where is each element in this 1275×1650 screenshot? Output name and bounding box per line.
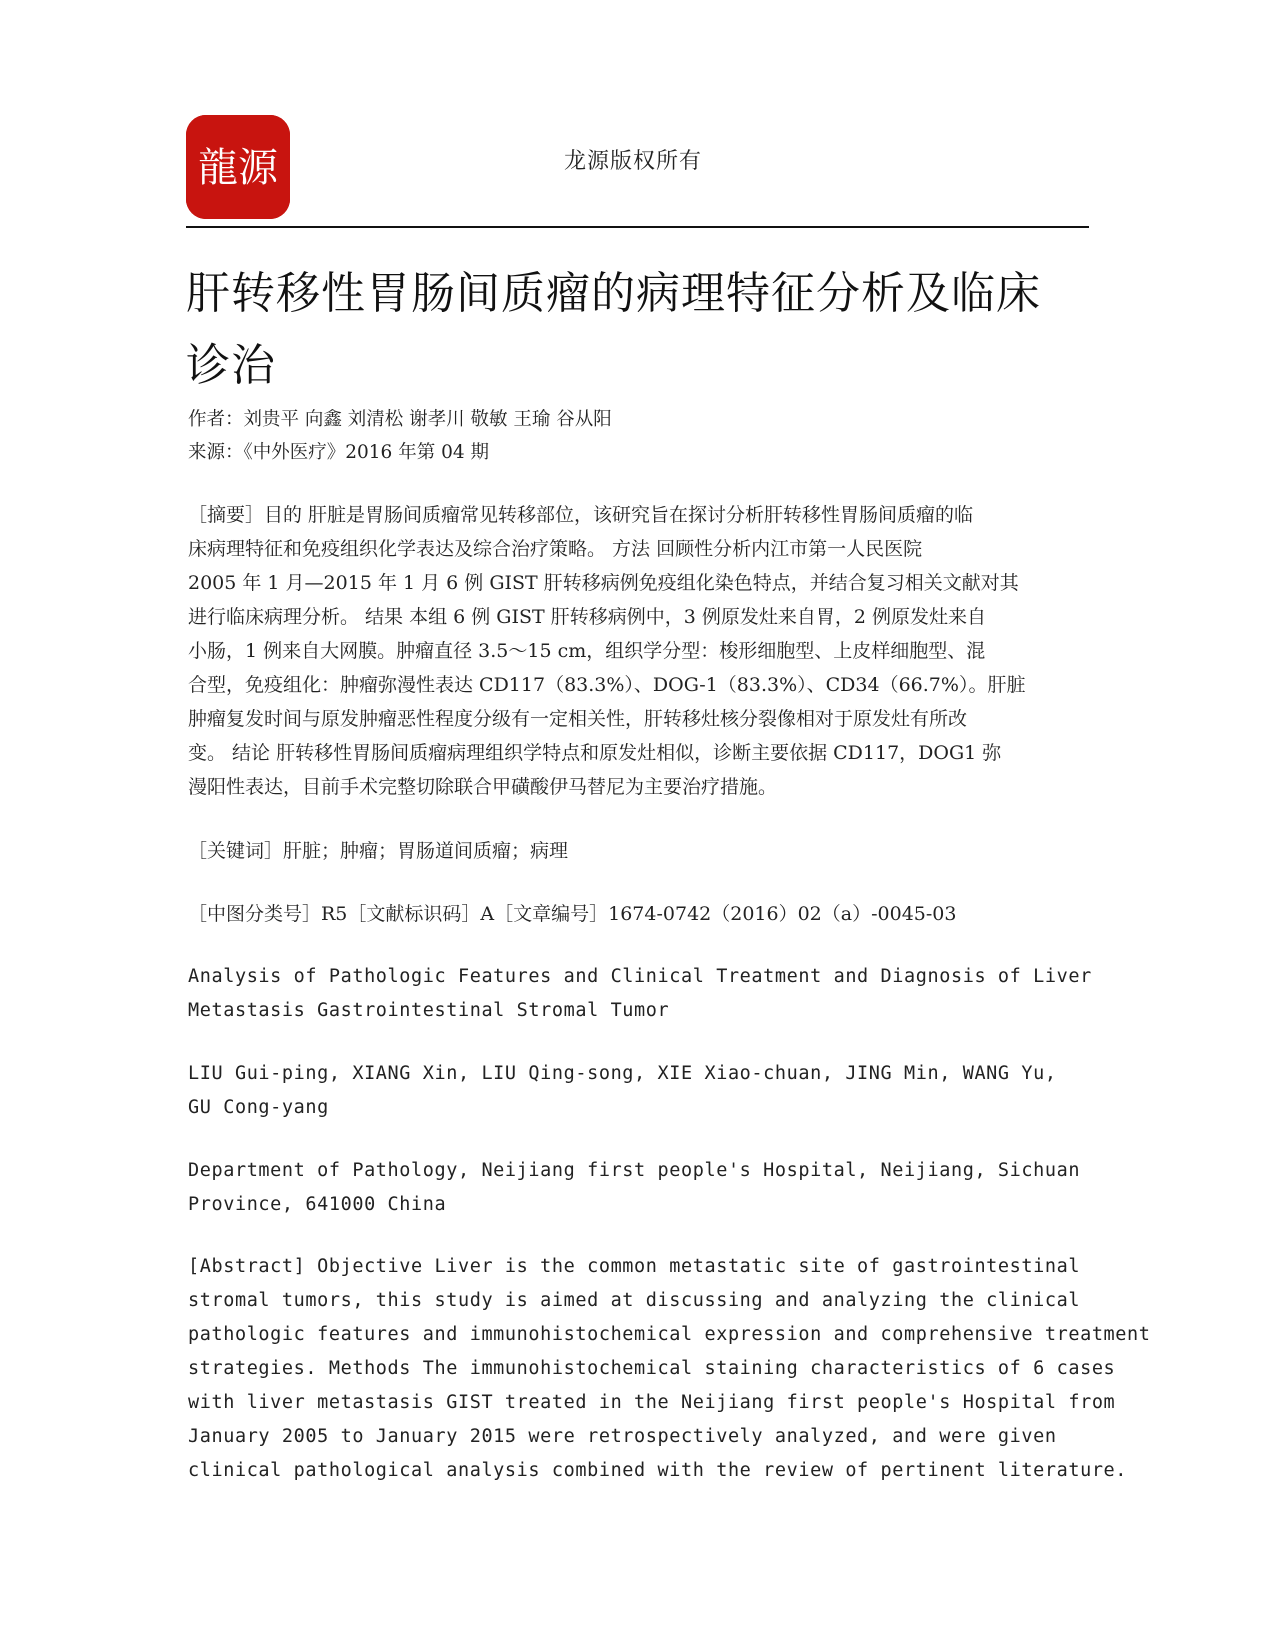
abstract-line: 2005 年 1 月—2015 年 1 月 6 例 GIST 肝转移病例免疫组化染色特点，并结合复习相关文献对其: [188, 572, 1019, 594]
english-authors: [188, 1057, 1088, 1125]
keywords-chinese: [188, 834, 1088, 868]
keywords-line: ［关键词］肝脏；肿瘤；胃肠道间质瘤；病理: [188, 840, 569, 862]
abstract-line: 进行临床病理分析。 结果 本组 6 例 GIST 肝转移病例中，3 例原发灶来自胃，2 例原发灶来自: [188, 606, 986, 628]
article-authors: 作者：刘贵平 向鑫 刘清松 谢孝川 敬敏 王瑜 谷从阳: [188, 409, 612, 430]
english-authors-line: LIU Gui-ping, XIANG Xin, LIU Qing-song, XIE Xiao-chuan, JING Min, WANG Yu,: [188, 1063, 1057, 1084]
longyuan-logo: [186, 115, 290, 219]
abstract-line: ［摘要］目的 肝脏是胃肠间质瘤常见转移部位，该研究旨在探讨分析肝转移性胃肠间质瘤的临: [188, 504, 974, 526]
abstract-chinese: [188, 498, 1088, 804]
english-abstract-line: January 2005 to January 2015 were retrospectively analyzed, and were given: [188, 1426, 1057, 1447]
abstract-line: 漫阳性表达，目前手术完整切除联合甲磺酸伊马替尼为主要治疗措施。: [188, 776, 778, 798]
abstract-line: 合型，免疫组化：肿瘤弥漫性表达 CD117（83.3%）、DOG-1（83.3%）、CD34（66.7%）。肝脏: [188, 674, 1026, 696]
english-title-line: Analysis of Pathologic Features and Clinical Treatment and Diagnosis of Liver: [188, 966, 1092, 987]
abstract-line: 小肠，1 例来自大网膜。肿瘤直径 3.5～15 cm，组织学分型：梭形细胞型、上皮样细胞型、混: [188, 640, 986, 662]
english-affiliation-line: Province, 641000 China: [188, 1194, 447, 1215]
classification-info: [188, 897, 1088, 931]
english-affiliation-line: Department of Pathology, Neijiang first people's Hospital, Neijiang, Sichuan: [188, 1160, 1081, 1181]
abstract-line: 肿瘤复发时间与原发肿瘤恶性程度分级有一定相关性，肝转移灶核分裂像相对于原发灶有所改: [188, 708, 968, 730]
english-abstract-line: [Abstract] Objective Liver is the common metastatic site of gastrointestinal: [188, 1256, 1081, 1277]
article-title-line: 诊治: [186, 340, 276, 391]
classification-line: ［中图分类号］R5［文献标识码］A［文章编号］1674-0742（2016）02（a）-0045-03: [188, 903, 957, 925]
english-abstract-line: clinical pathological analysis combined with the review of pertinent literature.: [188, 1460, 1128, 1481]
abstract-line: 床病理特征和免疫组织化学表达及综合治疗策略。 方法 回顾性分析内江市第一人民医院: [188, 538, 923, 560]
abstract-line: 变。 结论 肝转移性胃肠间质瘤病理组织学特点和原发灶相似，诊断主要依据 CD117，DOG1 弥: [188, 742, 1002, 764]
english-abstract-line: stromal tumors, this study is aimed at discussing and analyzing the clinical: [188, 1290, 1081, 1311]
english-abstract-line: with liver metastasis GIST treated in the Neijiang first people's Hospital from: [188, 1392, 1116, 1413]
article-title-line: 肝转移性胃肠间质瘤的病理特征分析及临床: [186, 268, 1041, 319]
english-abstract-line: pathologic features and immunohistochemical expression and comprehensive treatment: [188, 1324, 1151, 1345]
copyright-header: 龙源版权所有: [564, 149, 703, 174]
english-affiliation: [188, 1154, 1088, 1222]
logo-text: 龍源: [198, 145, 278, 191]
header-divider: [186, 226, 1089, 228]
article-title: [186, 258, 1086, 402]
english-authors-line: GU Cong-yang: [188, 1097, 329, 1118]
article-source: 来源：《中外医疗》2016 年第 04 期: [188, 442, 490, 463]
longyuan-logo-icon: [186, 115, 290, 219]
english-abstract-line: strategies. Methods The immunohistochemical staining characteristics of 6 cases: [188, 1358, 1116, 1379]
abstract-english: [188, 1250, 1151, 1488]
english-title: [188, 960, 1092, 1028]
english-title-line: Metastasis Gastrointestinal Stromal Tumor: [188, 1000, 670, 1021]
